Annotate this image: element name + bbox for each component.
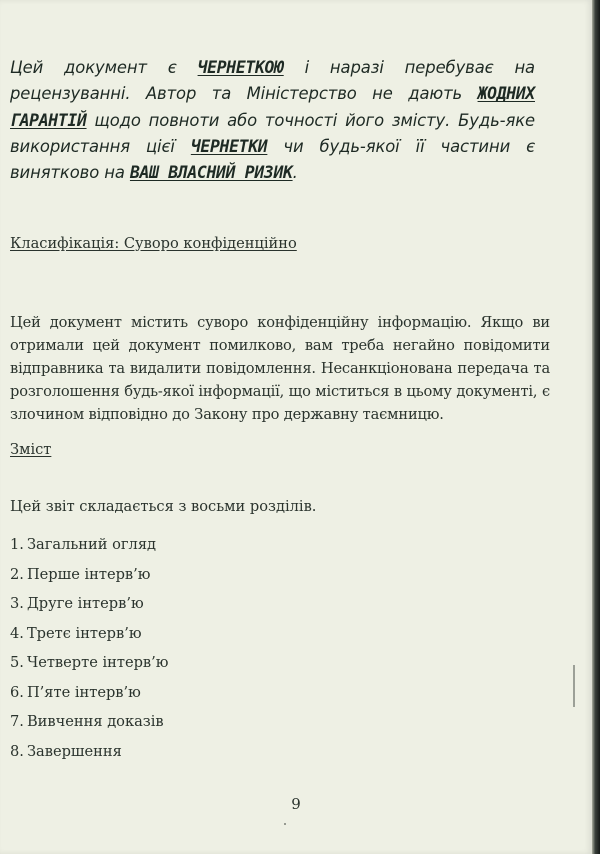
disclaimer-emphasis: ЧЕРНЕТКОЮ — [197, 58, 284, 77]
toc-item-label: Перше інтерв’ю — [26, 565, 151, 583]
toc-item-number: 1. — [10, 536, 24, 553]
toc-item-number: 6. — [10, 683, 24, 701]
toc-item — [10, 742, 168, 772]
classification-heading: Класифікація: Суворо конфіденційно — [10, 235, 297, 252]
toc-item-label: Завершення — [26, 742, 122, 760]
toc-item — [10, 565, 168, 595]
toc-item-label: Загальний огляд — [26, 536, 157, 553]
contents-intro: Цей звіт складається з восьми розділів. — [10, 498, 317, 515]
disclaimer-text: Цей документ є — [10, 58, 198, 77]
toc-item-number: 8. — [10, 742, 24, 760]
toc-item-label: Вивчення доказів — [26, 713, 164, 730]
draft-disclaimer — [10, 55, 535, 186]
toc-item — [10, 535, 168, 565]
margin-mark — [573, 665, 575, 707]
toc-item-number: 5. — [10, 654, 24, 671]
toc-item-label: Четверте інтерв’ю — [26, 654, 169, 671]
toc-item — [10, 712, 168, 742]
toc-item — [10, 653, 168, 683]
toc-item-label: Друге інтерв’ю — [26, 595, 144, 612]
toc-item-number: 4. — [10, 624, 24, 642]
toc-item — [10, 594, 168, 624]
page-edge — [592, 0, 600, 854]
disclaimer-text: і наразі перебуває на рецензуванні. Автор та Міністерство не дають — [10, 58, 536, 104]
page-number: 9 — [291, 795, 301, 813]
toc-item-label: П’яте інтерв’ю — [26, 683, 141, 701]
disclaimer-emphasis: ЧЕРНЕТКИ — [190, 136, 268, 156]
disclaimer-emphasis: ЖОДНИХ ГАРАНТІЙ — [10, 84, 535, 130]
toc-item — [10, 624, 168, 654]
confidentiality-notice: Цей документ містить суворо конфіденційну інформацію. Якщо ви отримали цей документ помилково, вам треба негайно повідомити відправника та видалити повідомлення. Несанкціонована передача та розголошення будь-якої інформації, що міститься в цьому документі, є злочином відповідно до Закону про державну таємницю. — [10, 314, 550, 423]
disclaimer-emphasis: ВАШ ВЛАСНИЙ РИЗИК — [129, 163, 293, 183]
contents-heading: Зміст — [10, 441, 52, 458]
table-of-contents — [10, 535, 168, 771]
disclaimer-text: щодо повноти або точності його змісту. Будь-яке використання цієї — [10, 110, 535, 156]
toc-item-number: 2. — [10, 565, 24, 583]
toc-item-label: Третє інтерв’ю — [26, 624, 142, 642]
toc-item-number: 3. — [10, 595, 24, 612]
disclaimer-text: чи будь-якої її частини є винятково на — [10, 136, 535, 183]
toc-item — [10, 683, 168, 713]
toc-item-number: 7. — [10, 713, 24, 730]
disclaimer-text: . — [292, 163, 298, 183]
print-speck — [284, 823, 286, 825]
